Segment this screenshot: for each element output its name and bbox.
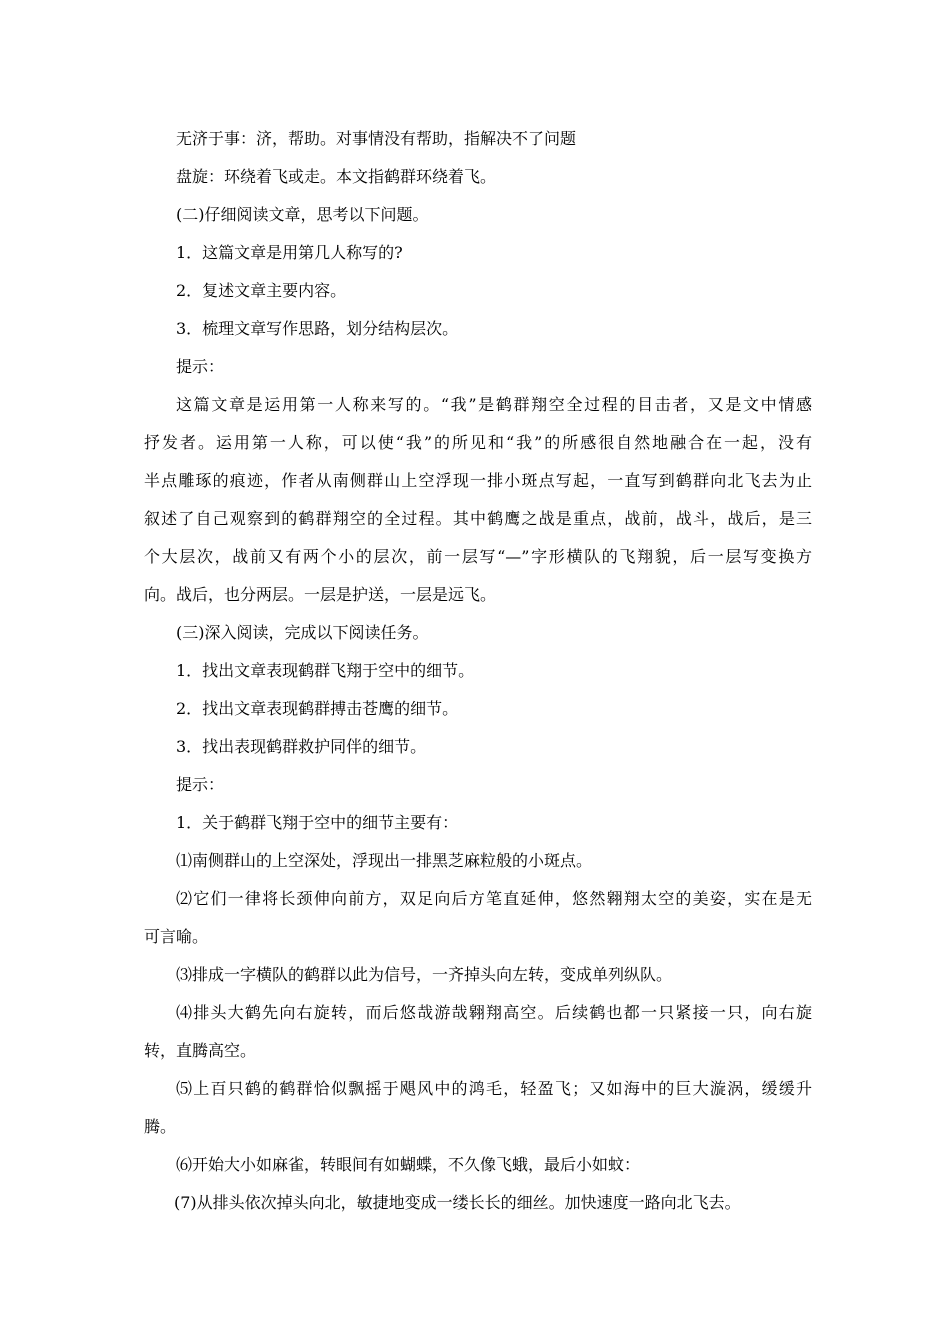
detail-item-4: ⑷排头大鹤先向右旋转，而后悠哉游哉翱翔高空。后续鹤也都一只紧接一只，向右旋 — [176, 1003, 812, 1022]
hint-label: 提示： — [176, 775, 225, 794]
question-2: 2．复述文章主要内容。 — [176, 281, 347, 300]
task-2: 2．找出文章表现鹤群搏击苍鹰的细节。 — [176, 699, 459, 718]
detail-item-4-cont: 转，直腾高空。 — [144, 1041, 257, 1060]
task-1: 1．找出文章表现鹤群飞翔于空中的细节。 — [176, 661, 475, 680]
document-body — [144, 120, 812, 1222]
paragraph-line: 叙述了自己观察到的鹤群翔空的全过程。其中鹤鹰之战是重点，战前，战斗，战后，是三 — [144, 509, 812, 528]
detail-item-7: (7)从排头依次掉头向北，敏捷地变成一缕长长的细丝。加快速度一路向北飞去。 — [174, 1193, 741, 1212]
detail-item-6: ⑹开始大小如麻雀，转眼间有如蝴蝶，不久像飞蛾，最后小如蚊： — [176, 1155, 641, 1174]
paragraph-line: 半点雕琢的痕迹，作者从南侧群山上空浮现一排小斑点写起，一直写到鹤群向北飞去为止 — [144, 471, 812, 490]
detail-item-1: ⑴南侧群山的上空深处，浮现出一排黑芝麻粒般的小斑点。 — [176, 851, 593, 870]
paragraph-line: 向。战后，也分两层。一层是护送，一层是远飞。 — [144, 585, 497, 604]
paragraph-line: 个大层次，战前又有两个小的层次，前一层写“—”字形横队的飞翔貌，后一层写变换方 — [144, 547, 812, 566]
detail-item-5: ⑸上百只鹤的鹤群恰似飘摇于飓风中的鸿毛，轻盈飞；又如海中的巨大漩涡，缓缓升 — [176, 1079, 812, 1098]
detail-item-5-cont: 腾。 — [144, 1117, 177, 1136]
section-heading-3: (三)深入阅读，完成以下阅读任务。 — [176, 623, 429, 642]
paragraph-line: 这篇文章是运用第一人称来写的。“我”是鹤群翔空全过程的目击者，又是文中情感 — [176, 395, 812, 414]
definition-panxuan: 盘旋：环绕着飞或走。本文指鹤群环绕着飞。 — [176, 167, 497, 186]
section-heading-2: (二)仔细阅读文章，思考以下问题。 — [176, 205, 429, 224]
detail-item-2: ⑵它们一律将长颈伸向前方，双足向后方笔直延伸，悠然翱翔太空的美姿，实在是无 — [176, 889, 812, 908]
question-3: 3．梳理文章写作思路，划分结构层次。 — [176, 319, 459, 338]
detail-item-3: ⑶排成一字横队的鹤群以此为信号，一齐掉头向左转，变成单列纵队。 — [176, 965, 673, 984]
detail-item-2-cont: 可言喻。 — [144, 927, 209, 946]
detail-heading: 1．关于鹤群飞翔于空中的细节主要有： — [176, 813, 459, 832]
task-3: 3．找出表现鹤群救护同伴的细节。 — [176, 737, 427, 756]
hint-label: 提示： — [176, 357, 225, 376]
paragraph-line: 抒发者。运用第一人称，可以使“我”的所见和“我”的所感很自然地融合在一起，没有 — [144, 433, 812, 452]
definition-wujiyushi: 无济于事：济，帮助。对事情没有帮助，指解决不了问题 — [176, 129, 577, 148]
question-1: 1．这篇文章是用第几人称写的? — [176, 243, 403, 262]
